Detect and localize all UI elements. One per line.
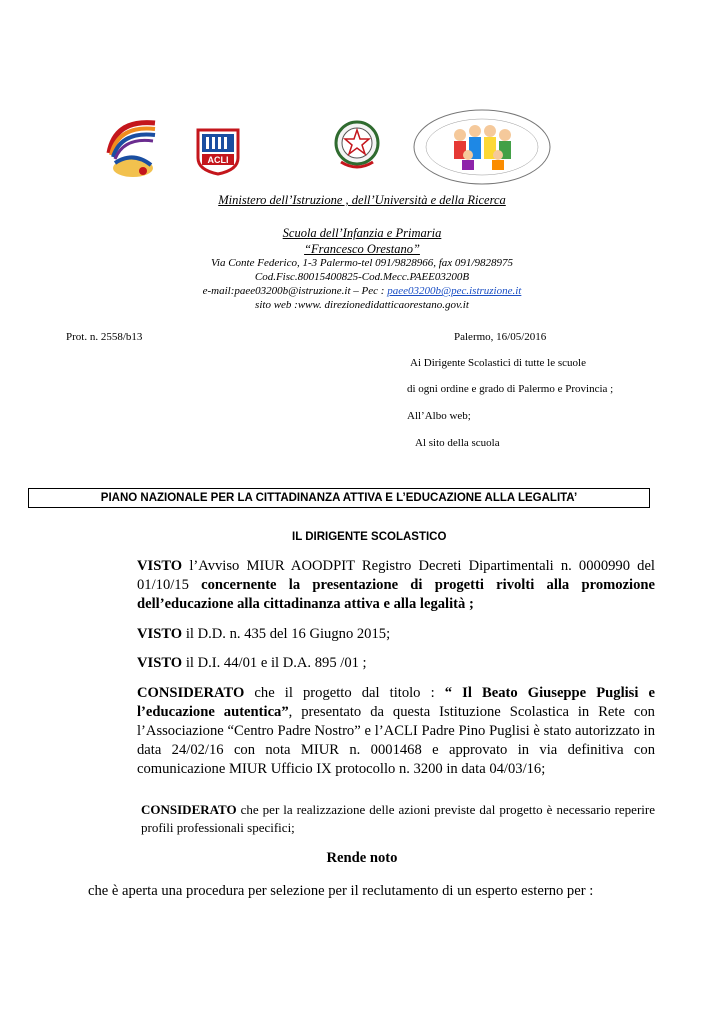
ministry-heading: Ministero dell’Istruzione , dell’Università e della Ricerca <box>218 193 506 207</box>
considerato-label: CONSIDERATO <box>141 802 237 817</box>
recipient-line: Al sito della scuola <box>415 437 500 449</box>
visto-paragraph-3 <box>137 654 655 673</box>
school-email-line <box>0 285 724 297</box>
visto-text: il D.I. 44/01 e il D.A. 895 /01 ; <box>182 655 367 671</box>
school-website: sito web :www. direzionedidatticaorestano.gov.it <box>255 299 469 311</box>
school-address: Via Conte Federico, 1-3 Palermo-tel 091/9828966, fax 091/9828975 <box>211 257 513 269</box>
visto-text: l’Avviso MIUR AOODPIT Registro Decreti Dipartimentali n. 0000990 del 01/10/15 <box>137 558 655 593</box>
visto-paragraph-1 <box>137 557 655 614</box>
considerato-text: che il progetto dal titolo : <box>244 685 445 701</box>
visto-text: il D.D. n. 435 del 16 Giugno 2015; <box>182 626 391 642</box>
visto-label: VISTO <box>137 626 183 642</box>
rende-noto-heading: Rende noto <box>326 850 398 866</box>
school-name-line2: “Francesco Orestano” <box>304 242 420 256</box>
school-codes: Cod.Fisc.80015400825-Cod.Mecc.PAEE03200B <box>254 271 470 283</box>
visto-paragraph-2 <box>137 625 655 644</box>
school-children-logo <box>410 107 555 187</box>
document-title: PIANO NAZIONALE PER LA CITTADINANZA ATTIVA E L’EDUCAZIONE ALLA LEGALITA’ <box>28 488 650 508</box>
recipient-line: All’Albo web; <box>407 410 471 422</box>
visto-label: VISTO <box>137 558 183 574</box>
acli-logo <box>193 126 243 176</box>
considerato-label: CONSIDERATO <box>137 685 245 701</box>
closing-sentence: che è aperta una procedura per selezione per il reclutamento di un esperto esterno per : <box>88 883 594 899</box>
considerato-text: , presentato da questa Istituzione Scolastica in Rete con l’Associazione “Centro Padre Nostro” e l’ACLI Padre Pino Puglisi è stato autorizzato in data 24/02/16 con nota MIUR n. 0001468 e approvato in via definitiva con comunicazione MIUR Ufficio IX protocollo n. 3200 in data 04/03/16; <box>137 704 655 777</box>
school-name-line1: Scuola dell’Infanzia e Primaria <box>282 226 442 240</box>
visto-bold-text: concernente la presentazione di progetti rivolti alla promozione dell’educazione alla cittadinanza attiva e alla legalità ; <box>137 577 655 612</box>
protocol-number: Prot. n. 2558/b13 <box>66 331 143 343</box>
considerato-text: che per la realizzazione delle azioni previste dal progetto è necessario reperire profili professionali specifici; <box>141 802 655 835</box>
recipient-line: Ai Dirigente Scolastici di tutte le scuole <box>410 357 586 369</box>
rainbow-hands-logo <box>105 113 160 181</box>
considerato-paragraph-2 <box>141 801 655 837</box>
date-place: Palermo, 16/05/2016 <box>454 331 547 343</box>
project-title: “ Il Beato Giuseppe Puglisi e l’educazione autentica” <box>137 685 655 720</box>
visto-label: VISTO <box>137 655 183 671</box>
italian-republic-emblem <box>333 116 381 174</box>
acli-logo-text: ACLI <box>207 155 229 165</box>
recipient-line: di ogni ordine e grado di Palermo e Provincia ; <box>407 383 614 395</box>
document-subtitle: IL DIRIGENTE SCOLASTICO <box>292 531 447 543</box>
considerato-paragraph-1 <box>137 684 655 779</box>
email-prefix: e-mail:paee03200b@istruzione.it – Pec : <box>202 285 385 297</box>
pec-link[interactable]: paee03200b@pec.istruzione.it <box>387 285 522 297</box>
